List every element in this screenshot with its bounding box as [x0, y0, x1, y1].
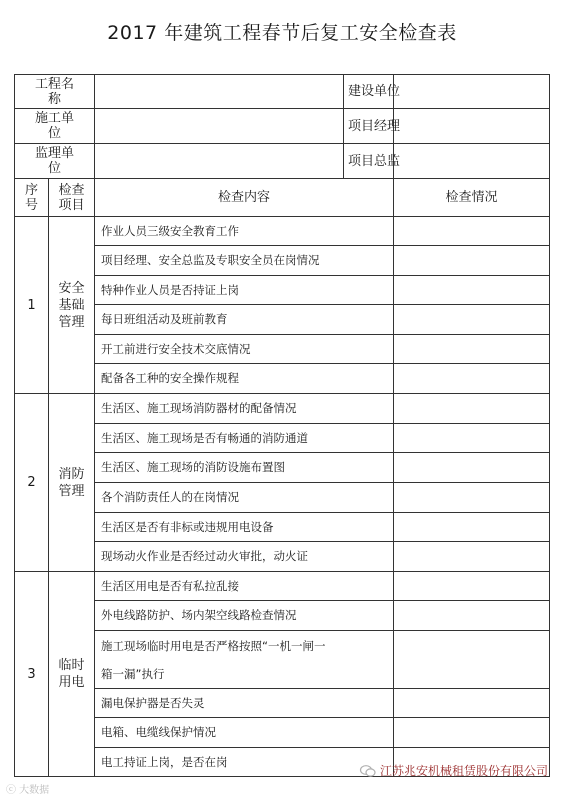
section-number: 2 [15, 394, 49, 572]
check-item: 外电线路防护、场内架空线路检查情况 [95, 601, 394, 631]
check-item: 生活区、施工现场是否有畅通的消防通道 [95, 424, 394, 453]
check-status-cell[interactable] [394, 276, 550, 305]
check-status-cell[interactable] [394, 631, 550, 689]
supervisor-label: 监理单 位 [15, 144, 95, 179]
check-status-cell[interactable] [394, 483, 550, 513]
section-number: 3 [15, 572, 49, 777]
check-status-cell[interactable] [394, 305, 550, 335]
check-row [15, 689, 550, 718]
check-item: 电工持证上岗，是否在岗 [95, 748, 394, 777]
check-row [15, 453, 550, 483]
check-row [15, 513, 550, 542]
check-item: 生活区是否有非标或违规用电设备 [95, 513, 394, 542]
project-name-value[interactable] [95, 75, 344, 109]
check-status-cell[interactable] [394, 394, 550, 424]
check-item: 开工前进行安全技术交底情况 [95, 335, 394, 364]
check-status-cell[interactable] [394, 572, 550, 601]
check-item: 生活区用电是否有私拉乱接 [95, 572, 394, 601]
check-item: 特种作业人员是否持证上岗 [95, 276, 394, 305]
watermark-right [360, 762, 548, 779]
checklist-table [14, 74, 550, 777]
check-row [15, 364, 550, 394]
check-status-cell[interactable] [394, 513, 550, 542]
check-status-cell[interactable] [394, 424, 550, 453]
builder-label: 建设单位 [344, 75, 394, 109]
check-row [15, 631, 550, 689]
project-manager-value[interactable] [394, 109, 550, 144]
section-category: 临时 用电 [49, 572, 95, 777]
section-category: 消防 管理 [49, 394, 95, 572]
wechat-icon [360, 765, 376, 777]
check-row [15, 305, 550, 335]
check-row [15, 246, 550, 276]
check-item: 现场动火作业是否经过动火审批，动火证 [95, 542, 394, 572]
check-row [15, 394, 550, 424]
check-status-cell[interactable] [394, 246, 550, 276]
supervisor-value[interactable] [95, 144, 344, 179]
check-item: 生活区、施工现场的消防设施布置图 [95, 453, 394, 483]
checklist-body [15, 75, 550, 777]
check-item: 生活区、施工现场消防器材的配备情况 [95, 394, 394, 424]
builder-value[interactable] [394, 75, 550, 109]
chief-supervisor-label: 项目总监 [344, 144, 394, 179]
check-status-cell[interactable] [394, 542, 550, 572]
footer-watermarks [0, 764, 564, 800]
checklist-sheet [14, 74, 548, 782]
check-item: 作业人员三级安全教育工作 [95, 217, 394, 246]
header-category: 检查 项目 [49, 179, 95, 217]
check-status-cell[interactable] [394, 601, 550, 631]
check-row [15, 276, 550, 305]
contractor-label: 施工单 位 [15, 109, 95, 144]
check-status-cell[interactable] [394, 335, 550, 364]
check-status-cell[interactable] [394, 689, 550, 718]
check-row [15, 217, 550, 246]
info-row-supervisor [15, 144, 550, 179]
header-no: 序 号 [15, 179, 49, 217]
check-item: 电箱、电缆线保护情况 [95, 718, 394, 748]
check-row [15, 335, 550, 364]
chief-supervisor-value[interactable] [394, 144, 550, 179]
project-name-label: 工程名 称 [15, 75, 95, 109]
page-title: 2017 年建筑工程春节后复工安全检查表 [107, 22, 457, 44]
check-status-cell[interactable] [394, 364, 550, 394]
check-status-cell[interactable] [394, 217, 550, 246]
section-number: 1 [15, 217, 49, 394]
project-manager-label: 项目经理 [344, 109, 394, 144]
watermark-company: 江苏兆安机械租赁股份有限公司 [379, 764, 548, 778]
check-item: 每日班组活动及班前教育 [95, 305, 394, 335]
header-status: 检查情况 [394, 179, 550, 217]
info-row-contractor [15, 109, 550, 144]
check-row [15, 424, 550, 453]
check-item: 项目经理、安全总监及专职安全员在岗情况 [95, 246, 394, 276]
check-item: 配备各工种的安全操作规程 [95, 364, 394, 394]
check-row [15, 483, 550, 513]
section-category: 安全 基础 管理 [49, 217, 95, 394]
check-item: 漏电保护器是否失灵 [95, 689, 394, 718]
watermark-left: ⓒ 大数据 [6, 785, 50, 796]
check-row [15, 542, 550, 572]
check-row [15, 718, 550, 748]
check-item: 施工现场临时用电是否严格按照“一机一闸一 箱一漏”执行 [95, 631, 394, 689]
header-row [15, 179, 550, 217]
check-status-cell[interactable] [394, 718, 550, 748]
info-row-project [15, 75, 550, 109]
check-status-cell[interactable] [394, 453, 550, 483]
contractor-value[interactable] [95, 109, 344, 144]
check-row [15, 601, 550, 631]
header-content: 检查内容 [95, 179, 394, 217]
check-row [15, 572, 550, 601]
check-item: 各个消防责任人的在岗情况 [95, 483, 394, 513]
